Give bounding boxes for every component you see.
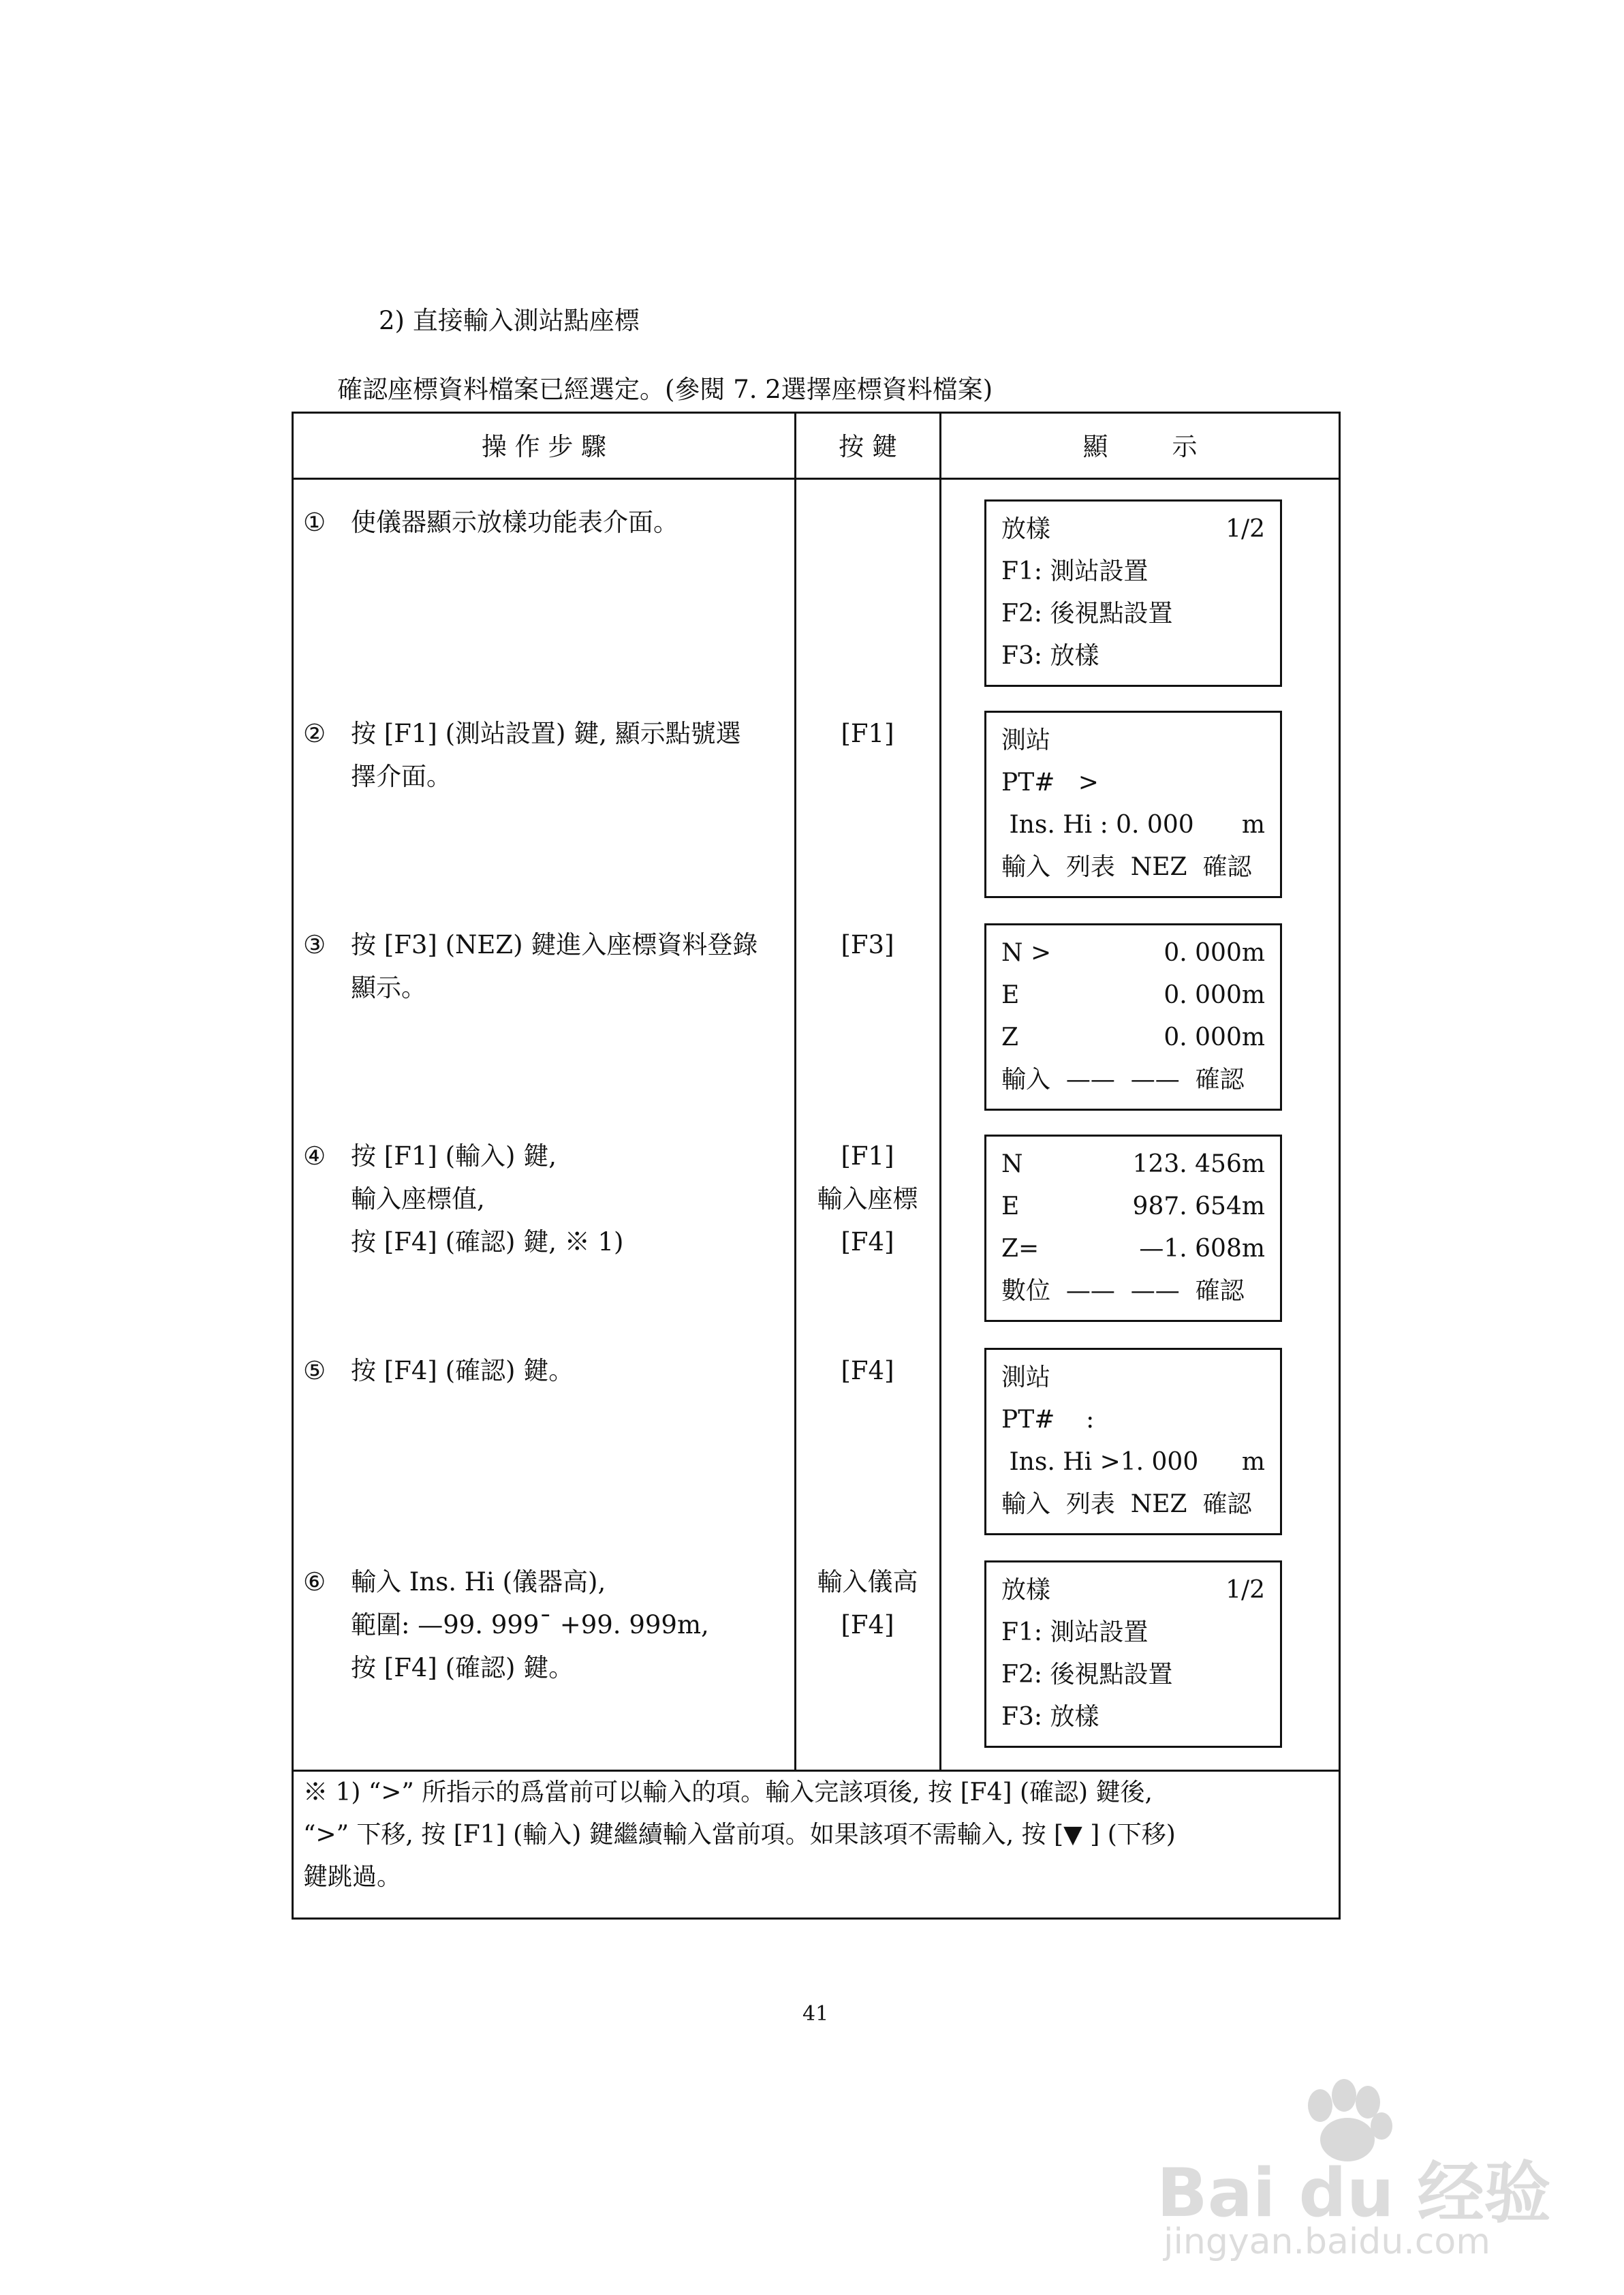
- step-line: 按 [F1] (輸入) 鍵,: [351, 1141, 557, 1171]
- lcd-row: [1001, 508, 1280, 551]
- lcd-label: PT# >: [1001, 769, 1099, 797]
- lcd-label: 輸入 —— —— 確認: [1001, 1066, 1245, 1094]
- step-line: 按 [F1] (測站設置) 鍵, 顯示點號選: [351, 719, 741, 748]
- lcd-row: [1001, 1441, 1280, 1483]
- lcd-value: 1/2: [1225, 1576, 1265, 1604]
- lcd-row: [1001, 635, 1280, 677]
- key-label: [F1]: [841, 1141, 894, 1171]
- key-label: 輸入座標: [817, 1184, 918, 1214]
- step-text: [303, 1560, 709, 1689]
- lcd-row: [1001, 1399, 1280, 1441]
- step-line: 按 [F4] (確認) 鍵。: [351, 1653, 574, 1682]
- footnote-line: ※ 1) “>” 所指示的爲當前可以輸入的項。輸入完該項後, 按 [F4] (確認) 鍵後,: [303, 1778, 1153, 1806]
- step-line: 按 [F3] (NEZ) 鍵進入座標資料登錄: [351, 930, 758, 959]
- lcd-label: 放樣: [1001, 515, 1051, 543]
- lcd-row: [1001, 846, 1280, 889]
- footnote-line: “>” 下移, 按 [F1] (輸入) 鍵繼續輸入當前項。如果該項不需輸入, 按 [▼ ] (下移): [303, 1821, 1176, 1849]
- key-cell: [794, 1349, 941, 1392]
- step-line: 按 [F4] (確認) 鍵, ※ 1): [351, 1227, 624, 1257]
- key-label: [F4]: [841, 1356, 894, 1385]
- header-steps: 操 作 步 驟: [481, 432, 607, 461]
- lcd-value: 0. 000m: [1164, 1023, 1265, 1051]
- key-label: [F4]: [841, 1227, 894, 1257]
- lcd-value: 0. 000m: [1164, 981, 1265, 1009]
- lcd-label: 放樣: [1001, 1576, 1051, 1604]
- lcd-row: [1001, 1186, 1280, 1228]
- step-line: 按 [F4] (確認) 鍵。: [351, 1356, 574, 1385]
- watermark-brand: Bai du 经验: [1157, 2155, 1551, 2232]
- header-keys: 按 鍵: [839, 432, 897, 461]
- lcd-row: [1001, 551, 1280, 593]
- key-cell: [794, 923, 941, 966]
- lcd-row: [1001, 1270, 1280, 1312]
- lcd-value: —1. 608m: [1139, 1235, 1265, 1263]
- lcd-value: 123. 456m: [1132, 1150, 1265, 1178]
- lcd-row: [1001, 1143, 1280, 1186]
- lcd-value: 0. 000m: [1164, 939, 1265, 967]
- key-label: [F4]: [841, 1610, 894, 1639]
- step-number: ①: [303, 508, 326, 537]
- step-text: [303, 923, 758, 1009]
- lcd-label: 測站: [1001, 1364, 1051, 1391]
- lcd-row: [1001, 593, 1280, 635]
- key-cell: [794, 1560, 941, 1646]
- lcd-row: [1001, 1654, 1280, 1696]
- baidu-watermark: [1157, 2065, 1551, 2269]
- page-number: 41: [802, 2002, 829, 2026]
- lcd-label: 輸入 列表 NEZ 確認: [1001, 853, 1252, 881]
- watermark-url: jingyan.baidu.com: [1164, 2221, 1490, 2262]
- lcd-value: 1/2: [1225, 515, 1265, 543]
- lcd-row: [1001, 974, 1280, 1017]
- lcd-label: Ins. Hi : 0. 000: [1001, 811, 1194, 839]
- lcd-display: [984, 1135, 1282, 1322]
- footnote-line: 鍵跳過。: [303, 1863, 402, 1891]
- lcd-row: [1001, 1569, 1280, 1612]
- step-number: ⑥: [303, 1567, 326, 1597]
- lcd-row: [1001, 932, 1280, 974]
- lcd-label: N: [1001, 1150, 1023, 1178]
- lcd-row: [1001, 1696, 1280, 1738]
- step-number: ⑤: [303, 1356, 326, 1385]
- step-text: [303, 1135, 624, 1263]
- step-line: 顯示。: [351, 973, 426, 1002]
- step-line: 輸入 Ins. Hi (儀器高),: [351, 1567, 606, 1597]
- lcd-display: [984, 711, 1282, 898]
- lcd-label: F2: 後視點設置: [1001, 1661, 1173, 1689]
- lcd-display: [984, 1348, 1282, 1535]
- intro-text: 確認座標資料檔案已經選定。(參閱 7. 2選擇座標資料檔案): [337, 375, 993, 404]
- lcd-label: E: [1001, 981, 1020, 1009]
- lcd-row: [1001, 804, 1280, 846]
- lcd-row: [1001, 1483, 1280, 1526]
- lcd-label: Z: [1001, 1023, 1019, 1051]
- lcd-row: [1001, 762, 1280, 804]
- step-text: [303, 1349, 574, 1392]
- step-line: 範圍: —99. 999¯ +99. 999m,: [351, 1610, 709, 1639]
- lcd-display: [984, 1560, 1282, 1748]
- footnote: [303, 1772, 1325, 1898]
- lcd-label: F1: 測站設置: [1001, 1618, 1149, 1646]
- lcd-value: m: [1241, 811, 1265, 839]
- header-display: 顯 示: [1082, 432, 1198, 461]
- lcd-display: [984, 923, 1282, 1111]
- lcd-label: F2: 後視點設置: [1001, 600, 1173, 628]
- key-label: [F1]: [841, 719, 894, 748]
- lcd-label: F1: 測站設置: [1001, 557, 1149, 585]
- step-text: [303, 501, 678, 544]
- lcd-label: 測站: [1001, 726, 1051, 754]
- step-line: 輸入座標值,: [351, 1184, 485, 1214]
- lcd-label: Ins. Hi >1. 000: [1001, 1448, 1199, 1476]
- lcd-label: F3: 放樣: [1001, 1703, 1099, 1731]
- step-number: ②: [303, 719, 326, 748]
- lcd-row: [1001, 720, 1280, 762]
- lcd-display: [984, 499, 1282, 687]
- key-cell: [794, 1135, 941, 1263]
- lcd-label: Z=: [1001, 1235, 1040, 1263]
- lcd-value: 987. 654m: [1132, 1192, 1265, 1220]
- key-label: [F3]: [841, 930, 894, 959]
- lcd-row: [1001, 1357, 1280, 1399]
- section-title: 2) 直接輸入測站點座標: [379, 306, 640, 335]
- step-number: ④: [303, 1141, 326, 1171]
- step-line: 擇介面。: [351, 762, 452, 791]
- step-number: ③: [303, 930, 326, 959]
- lcd-label: 輸入 列表 NEZ 確認: [1001, 1490, 1252, 1518]
- step-line: 使儀器顯示放樣功能表介面。: [351, 508, 678, 537]
- key-cell: [794, 712, 941, 755]
- lcd-value: m: [1241, 1448, 1265, 1476]
- lcd-label: N >: [1001, 939, 1052, 967]
- lcd-label: PT# :: [1001, 1406, 1095, 1434]
- lcd-row: [1001, 1017, 1280, 1059]
- lcd-label: E: [1001, 1192, 1020, 1220]
- step-text: [303, 712, 741, 798]
- lcd-label: F3: 放樣: [1001, 642, 1099, 670]
- key-label: 輸入儀高: [817, 1567, 918, 1597]
- lcd-row: [1001, 1059, 1280, 1101]
- lcd-label: 數位 —— —— 確認: [1001, 1277, 1245, 1305]
- lcd-row: [1001, 1228, 1280, 1270]
- lcd-row: [1001, 1612, 1280, 1654]
